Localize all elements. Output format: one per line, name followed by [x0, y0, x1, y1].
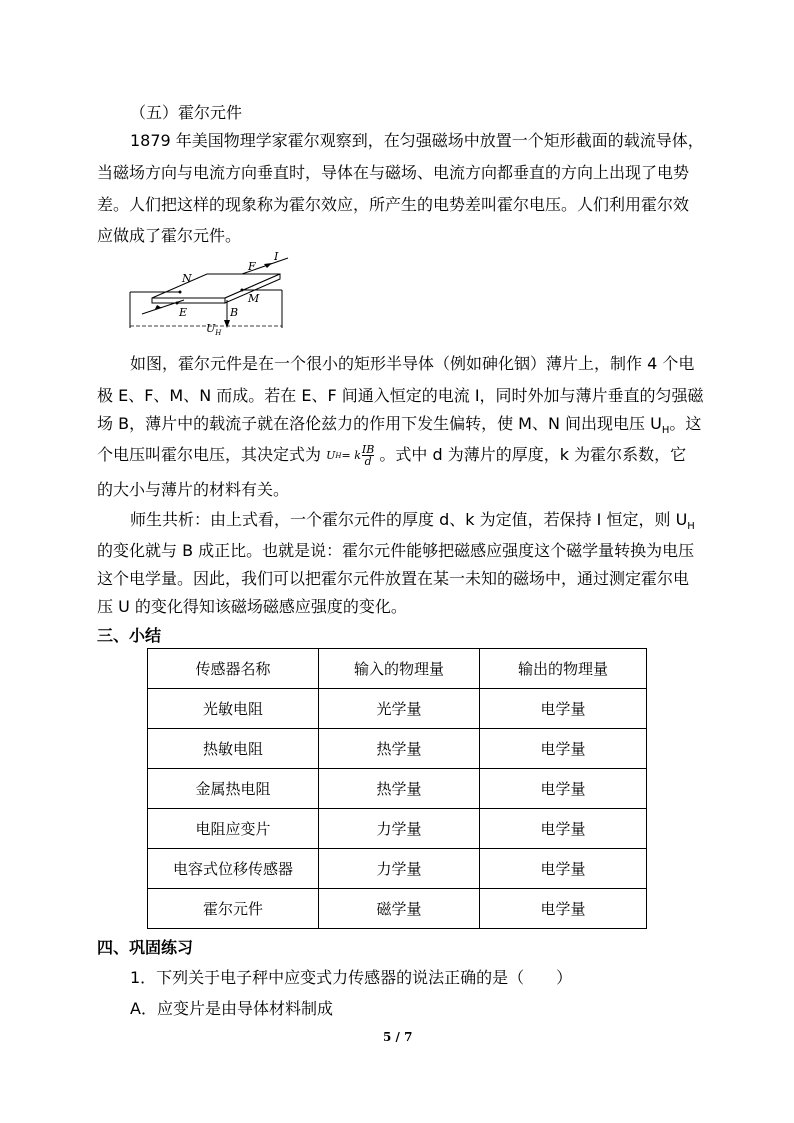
table-cell: 热学量 — [319, 769, 480, 809]
table-cell: 电学量 — [480, 809, 647, 849]
table-row — [148, 809, 647, 849]
table-row — [148, 729, 647, 769]
table-cell: 电学量 — [480, 849, 647, 889]
table-cell: 光敏电阻 — [148, 689, 319, 729]
table-cell: 力学量 — [319, 849, 480, 889]
paragraph-line: 差。人们把这样的现象称为霍尔效应，所产生的电势差叫霍尔电压。人们利用霍尔效 — [97, 195, 690, 214]
table-cell: 金属热电阻 — [148, 769, 319, 809]
question-1-option-a: A．应变片是由导体材料制成 — [130, 999, 333, 1018]
label-m: M — [248, 292, 260, 305]
table-header-row — [148, 649, 647, 689]
paragraph-line: 压 U 的变化得知该磁场磁感应强度的变化。 — [97, 597, 407, 616]
label-i: I — [274, 250, 279, 263]
page-number: 5 / 7 — [383, 1030, 413, 1044]
table-cell: 力学量 — [319, 809, 480, 849]
table-header-cell: 输出的物理量 — [480, 649, 647, 689]
label-f: F — [248, 260, 256, 273]
paragraph-line: 这个电学量。因此，我们可以把霍尔元件放置在某一未知的磁场中，通过测定霍尔电 — [97, 569, 690, 588]
table-cell: 电容式位移传感器 — [148, 849, 319, 889]
paragraph-line: 如图，霍尔元件是在一个很小的矩形半导体（例如砷化铟）薄片上，制作 4 个电 — [130, 354, 695, 373]
summary-heading: 三、小结 — [97, 626, 162, 645]
paragraph-line: 场 B，薄片中的载流子就在洛伦兹力的作用下发生偏转，使 M、N 间出现电压 $U_H$。这 — [97, 414, 702, 437]
table-header-cell: 输入的物理量 — [319, 649, 480, 689]
hall-element-diagram — [122, 250, 292, 340]
table-cell: 霍尔元件 — [148, 889, 319, 929]
label-uh: $U_H$ — [206, 322, 222, 338]
label-e: E — [179, 306, 188, 319]
section-title: （五）霍尔元件 — [130, 103, 243, 122]
table-cell: 电学量 — [480, 889, 647, 929]
practice-heading: 四、巩固练习 — [97, 938, 194, 957]
table-cell: 热学量 — [319, 729, 480, 769]
table-cell: 电学量 — [480, 729, 647, 769]
table-cell: 电学量 — [480, 689, 647, 729]
table-row — [148, 889, 647, 929]
table-cell: 光学量 — [319, 689, 480, 729]
table-cell: 热敏电阻 — [148, 729, 319, 769]
paragraph-line: 应做成了霍尔元件。 — [97, 226, 242, 245]
table-cell: 电阻应变片 — [148, 809, 319, 849]
table-row — [148, 689, 647, 729]
table-cell: 电学量 — [480, 769, 647, 809]
table-header-cell: 传感器名称 — [148, 649, 319, 689]
paragraph-line: 1879 年美国物理学家霍尔观察到，在匀强磁场中放置一个矩形截面的载流导体， — [130, 131, 704, 150]
paragraph-line: 当磁场方向与电流方向垂直时，导体在与磁场、电流方向都垂直的方向上出现了电势 — [97, 163, 690, 182]
hall-voltage-formula: U H = k IB d — [326, 443, 375, 468]
table-row — [148, 769, 647, 809]
table-cell: 磁学量 — [319, 889, 480, 929]
paragraph-line: 的大小与薄片的材料有关。 — [97, 480, 290, 499]
table-row — [148, 849, 647, 889]
paragraph-line-with-formula: 个电压叫霍尔电压，其决定式为 U H = k IB d 。式中 d 为薄片的厚度，k 为霍尔系数，它 — [97, 443, 687, 468]
label-n: N — [182, 272, 192, 285]
label-b: B — [230, 306, 239, 319]
sensor-summary-table — [147, 648, 647, 929]
paragraph-line: 的变化就与 B 成正比。也就是说：霍尔元件能够把磁感应强度这个磁学量转换为电压 — [97, 541, 695, 560]
paragraph-line: 极 E、F、M、N 而成。若在 E、F 间通入恒定的电流 I，同时外加与薄片垂直的匀强磁 — [97, 386, 704, 405]
question-1: 1．下列关于电子秤中应变式力传感器的说法正确的是（ ） — [130, 968, 573, 987]
paragraph-line: 师生共析：由上式看，一个霍尔元件的厚度 d、k 为定值，若保持 I 恒定，则 $U_H$ — [130, 510, 695, 533]
